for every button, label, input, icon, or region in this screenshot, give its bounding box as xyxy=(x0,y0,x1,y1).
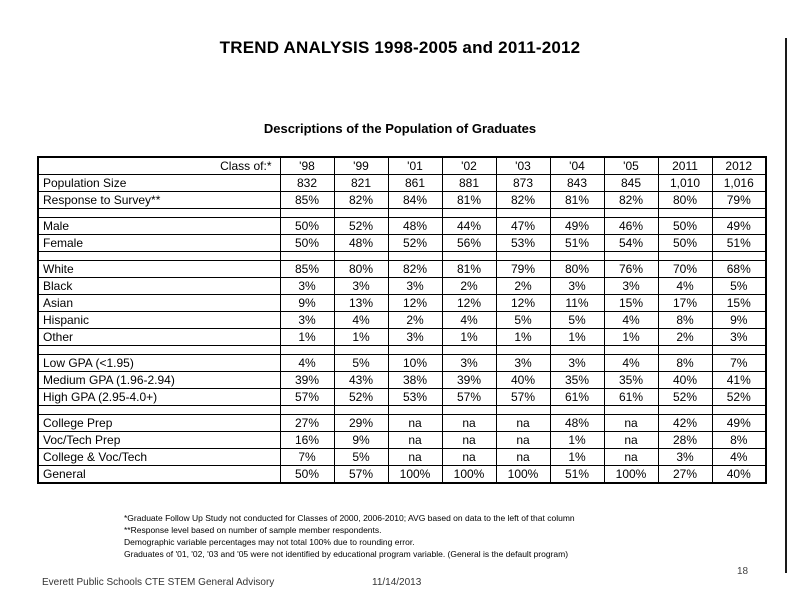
value-cell: 3% xyxy=(496,355,550,372)
value-cell: 61% xyxy=(604,389,658,406)
value-cell: 9% xyxy=(712,312,766,329)
table-row xyxy=(38,329,766,346)
value-cell: 8% xyxy=(712,432,766,449)
value-cell: 47% xyxy=(496,218,550,235)
value-cell: 1% xyxy=(550,329,604,346)
year-header: '04 xyxy=(550,157,604,175)
spacer-cell xyxy=(496,346,550,355)
year-header: '98 xyxy=(280,157,334,175)
value-cell: na xyxy=(496,415,550,432)
spacer-cell xyxy=(280,252,334,261)
value-cell: 82% xyxy=(388,261,442,278)
value-cell: 1% xyxy=(550,432,604,449)
value-cell: 57% xyxy=(280,389,334,406)
group-spacer-row xyxy=(38,209,766,218)
spacer-cell xyxy=(496,209,550,218)
spacer-cell xyxy=(658,209,712,218)
spacer-cell xyxy=(442,209,496,218)
value-cell: 85% xyxy=(280,192,334,209)
value-cell: 861 xyxy=(388,175,442,192)
value-cell: 81% xyxy=(442,192,496,209)
year-header: 2011 xyxy=(658,157,712,175)
value-cell: 46% xyxy=(604,218,658,235)
value-cell: 51% xyxy=(712,235,766,252)
value-cell: 27% xyxy=(280,415,334,432)
value-cell: 3% xyxy=(550,278,604,295)
value-cell: 15% xyxy=(712,295,766,312)
value-cell: 80% xyxy=(658,192,712,209)
spacer-cell xyxy=(550,209,604,218)
value-cell: 81% xyxy=(550,192,604,209)
value-cell: 42% xyxy=(658,415,712,432)
group-spacer-row xyxy=(38,406,766,415)
value-cell: 29% xyxy=(334,415,388,432)
row-label: Female xyxy=(38,235,280,252)
footnote-line: Graduates of '01, '02, '03 and '05 were not identified by educational program variable. (General is the default program) xyxy=(124,549,569,559)
spacer-cell xyxy=(604,346,658,355)
value-cell: 79% xyxy=(496,261,550,278)
value-cell: 832 xyxy=(280,175,334,192)
value-cell: 68% xyxy=(712,261,766,278)
value-cell: 40% xyxy=(496,372,550,389)
table-row xyxy=(38,218,766,235)
value-cell: 9% xyxy=(334,432,388,449)
year-header: '03 xyxy=(496,157,550,175)
row-label: General xyxy=(38,466,280,484)
value-cell: 100% xyxy=(388,466,442,484)
value-cell: 1% xyxy=(442,329,496,346)
value-cell: 3% xyxy=(442,355,496,372)
value-cell: 873 xyxy=(496,175,550,192)
value-cell: 2% xyxy=(496,278,550,295)
table-row xyxy=(38,295,766,312)
value-cell: na xyxy=(442,449,496,466)
spacer-cell xyxy=(712,406,766,415)
value-cell: 5% xyxy=(334,355,388,372)
value-cell: 82% xyxy=(604,192,658,209)
value-cell: 39% xyxy=(280,372,334,389)
table-header xyxy=(38,157,766,175)
value-cell: 4% xyxy=(712,449,766,466)
spacer-cell xyxy=(712,346,766,355)
value-cell: 51% xyxy=(550,466,604,484)
slide-right-border xyxy=(785,38,787,573)
row-label: Hispanic xyxy=(38,312,280,329)
value-cell: 57% xyxy=(334,466,388,484)
row-label: Asian xyxy=(38,295,280,312)
table-row xyxy=(38,466,766,484)
value-cell: na xyxy=(604,449,658,466)
value-cell: 76% xyxy=(604,261,658,278)
table-row xyxy=(38,235,766,252)
value-cell: 43% xyxy=(334,372,388,389)
row-label: Population Size xyxy=(38,175,280,192)
value-cell: 2% xyxy=(388,312,442,329)
value-cell: 52% xyxy=(658,389,712,406)
value-cell: 3% xyxy=(658,449,712,466)
value-cell: 48% xyxy=(334,235,388,252)
value-cell: 100% xyxy=(604,466,658,484)
value-cell: 3% xyxy=(280,312,334,329)
value-cell: 2% xyxy=(658,329,712,346)
value-cell: 15% xyxy=(604,295,658,312)
value-cell: 1% xyxy=(604,329,658,346)
value-cell: 38% xyxy=(388,372,442,389)
value-cell: 56% xyxy=(442,235,496,252)
value-cell: 49% xyxy=(550,218,604,235)
spacer-cell xyxy=(442,346,496,355)
value-cell: 7% xyxy=(712,355,766,372)
value-cell: 50% xyxy=(280,235,334,252)
table-subtitle: Descriptions of the Population of Graduates xyxy=(263,121,537,136)
value-cell: 49% xyxy=(712,218,766,235)
row-label: Voc/Tech Prep xyxy=(38,432,280,449)
spacer-cell xyxy=(550,406,604,415)
year-header: '01 xyxy=(388,157,442,175)
value-cell: 821 xyxy=(334,175,388,192)
year-header: '02 xyxy=(442,157,496,175)
value-cell: 3% xyxy=(388,278,442,295)
spacer-cell xyxy=(496,406,550,415)
value-cell: 85% xyxy=(280,261,334,278)
value-cell: 4% xyxy=(334,312,388,329)
value-cell: na xyxy=(388,415,442,432)
value-cell: 48% xyxy=(388,218,442,235)
spacer-cell xyxy=(38,209,280,218)
value-cell: na xyxy=(388,432,442,449)
value-cell: 50% xyxy=(280,466,334,484)
footnote-line: **Response level based on number of sample member respondents. xyxy=(124,525,382,535)
value-cell: 35% xyxy=(550,372,604,389)
value-cell: 1% xyxy=(334,329,388,346)
value-cell: 52% xyxy=(334,389,388,406)
spacer-cell xyxy=(388,252,442,261)
table-row xyxy=(38,355,766,372)
value-cell: 82% xyxy=(334,192,388,209)
spacer-cell xyxy=(38,252,280,261)
value-cell: 1% xyxy=(550,449,604,466)
spacer-cell xyxy=(280,209,334,218)
footer-date: 11/14/2013 xyxy=(372,577,422,588)
value-cell: 4% xyxy=(604,355,658,372)
footnote-line: Demographic variable percentages may not total 100% due to rounding error. xyxy=(124,537,415,547)
value-cell: na xyxy=(604,415,658,432)
value-cell: 44% xyxy=(442,218,496,235)
value-cell: 80% xyxy=(550,261,604,278)
spacer-cell xyxy=(388,209,442,218)
value-cell: 84% xyxy=(388,192,442,209)
value-cell: 4% xyxy=(442,312,496,329)
spacer-cell xyxy=(334,406,388,415)
spacer-cell xyxy=(604,252,658,261)
page-title: TREND ANALYSIS 1998-2005 and 2011-2012 xyxy=(219,38,581,57)
row-label: Other xyxy=(38,329,280,346)
value-cell: 40% xyxy=(658,372,712,389)
value-cell: 70% xyxy=(658,261,712,278)
spacer-cell xyxy=(388,346,442,355)
table-body xyxy=(38,175,766,484)
row-label: White xyxy=(38,261,280,278)
spacer-cell xyxy=(604,209,658,218)
value-cell: 8% xyxy=(658,355,712,372)
spacer-cell xyxy=(712,209,766,218)
value-cell: 82% xyxy=(496,192,550,209)
value-cell: 12% xyxy=(388,295,442,312)
year-header: '05 xyxy=(604,157,658,175)
value-cell: 5% xyxy=(496,312,550,329)
spacer-cell xyxy=(334,252,388,261)
row-label: High GPA (2.95-4.0+) xyxy=(38,389,280,406)
value-cell: 61% xyxy=(550,389,604,406)
value-cell: 1,016 xyxy=(712,175,766,192)
value-cell: 51% xyxy=(550,235,604,252)
value-cell: 9% xyxy=(280,295,334,312)
value-cell: 3% xyxy=(550,355,604,372)
value-cell: 35% xyxy=(604,372,658,389)
value-cell: 881 xyxy=(442,175,496,192)
value-cell: 5% xyxy=(550,312,604,329)
value-cell: na xyxy=(442,432,496,449)
spacer-cell xyxy=(550,252,604,261)
value-cell: 8% xyxy=(658,312,712,329)
value-cell: 3% xyxy=(334,278,388,295)
table-row xyxy=(38,278,766,295)
value-cell: 100% xyxy=(496,466,550,484)
page-number: 18 xyxy=(737,566,749,577)
value-cell: 4% xyxy=(280,355,334,372)
value-cell: 80% xyxy=(334,261,388,278)
value-cell: na xyxy=(496,449,550,466)
table-row xyxy=(38,312,766,329)
value-cell: 5% xyxy=(712,278,766,295)
header-row xyxy=(38,157,766,175)
value-cell: 7% xyxy=(280,449,334,466)
spacer-cell xyxy=(334,346,388,355)
value-cell: 3% xyxy=(604,278,658,295)
value-cell: 53% xyxy=(496,235,550,252)
value-cell: na xyxy=(496,432,550,449)
value-cell: 11% xyxy=(550,295,604,312)
row-label: Low GPA (<1.95) xyxy=(38,355,280,372)
row-label: College & Voc/Tech xyxy=(38,449,280,466)
table-row xyxy=(38,372,766,389)
spacer-cell xyxy=(712,252,766,261)
row-label: Response to Survey** xyxy=(38,192,280,209)
value-cell: 3% xyxy=(388,329,442,346)
spacer-cell xyxy=(388,406,442,415)
row-label: Black xyxy=(38,278,280,295)
spacer-cell xyxy=(442,406,496,415)
value-cell: 81% xyxy=(442,261,496,278)
class-of-label: Class of:* xyxy=(38,157,280,175)
value-cell: 49% xyxy=(712,415,766,432)
spacer-cell xyxy=(334,209,388,218)
value-cell: 1% xyxy=(496,329,550,346)
table-row xyxy=(38,432,766,449)
spacer-cell xyxy=(496,252,550,261)
value-cell: 3% xyxy=(712,329,766,346)
spacer-cell xyxy=(280,346,334,355)
table-row xyxy=(38,261,766,278)
value-cell: 41% xyxy=(712,372,766,389)
spacer-cell xyxy=(604,406,658,415)
value-cell: 79% xyxy=(712,192,766,209)
spacer-cell xyxy=(658,252,712,261)
value-cell: 12% xyxy=(496,295,550,312)
value-cell: 52% xyxy=(334,218,388,235)
value-cell: 4% xyxy=(658,278,712,295)
value-cell: 53% xyxy=(388,389,442,406)
spacer-cell xyxy=(38,406,280,415)
value-cell: 57% xyxy=(496,389,550,406)
value-cell: 50% xyxy=(658,218,712,235)
value-cell: 39% xyxy=(442,372,496,389)
value-cell: 12% xyxy=(442,295,496,312)
value-cell: 52% xyxy=(712,389,766,406)
value-cell: 17% xyxy=(658,295,712,312)
value-cell: 843 xyxy=(550,175,604,192)
value-cell: 845 xyxy=(604,175,658,192)
value-cell: 5% xyxy=(334,449,388,466)
value-cell: 100% xyxy=(442,466,496,484)
value-cell: 40% xyxy=(712,466,766,484)
trend-table xyxy=(37,156,767,484)
row-label: Medium GPA (1.96-2.94) xyxy=(38,372,280,389)
value-cell: 54% xyxy=(604,235,658,252)
value-cell: 2% xyxy=(442,278,496,295)
spacer-cell xyxy=(38,346,280,355)
value-cell: 48% xyxy=(550,415,604,432)
spacer-cell xyxy=(658,406,712,415)
value-cell: 50% xyxy=(658,235,712,252)
value-cell: 27% xyxy=(658,466,712,484)
value-cell: 50% xyxy=(280,218,334,235)
value-cell: 52% xyxy=(388,235,442,252)
value-cell: 57% xyxy=(442,389,496,406)
row-label: Male xyxy=(38,218,280,235)
spacer-cell xyxy=(442,252,496,261)
footnote-line: *Graduate Follow Up Study not conducted for Classes of 2000, 2006-2010; AVG based on data to the left of that column xyxy=(124,513,575,523)
value-cell: na xyxy=(442,415,496,432)
row-label: College Prep xyxy=(38,415,280,432)
year-header: '99 xyxy=(334,157,388,175)
value-cell: 16% xyxy=(280,432,334,449)
value-cell: 28% xyxy=(658,432,712,449)
table-row xyxy=(38,192,766,209)
table-row xyxy=(38,389,766,406)
value-cell: 13% xyxy=(334,295,388,312)
group-spacer-row xyxy=(38,346,766,355)
value-cell: 4% xyxy=(604,312,658,329)
value-cell: 1,010 xyxy=(658,175,712,192)
value-cell: 1% xyxy=(280,329,334,346)
value-cell: 3% xyxy=(280,278,334,295)
table-row xyxy=(38,449,766,466)
table-row xyxy=(38,175,766,192)
value-cell: na xyxy=(604,432,658,449)
footer-organization: Everett Public Schools CTE STEM General Advisory xyxy=(42,577,275,588)
footnotes xyxy=(124,512,764,560)
year-header: 2012 xyxy=(712,157,766,175)
value-cell: 10% xyxy=(388,355,442,372)
group-spacer-row xyxy=(38,252,766,261)
value-cell: na xyxy=(388,449,442,466)
table-row xyxy=(38,415,766,432)
spacer-cell xyxy=(280,406,334,415)
spacer-cell xyxy=(658,346,712,355)
spacer-cell xyxy=(550,346,604,355)
